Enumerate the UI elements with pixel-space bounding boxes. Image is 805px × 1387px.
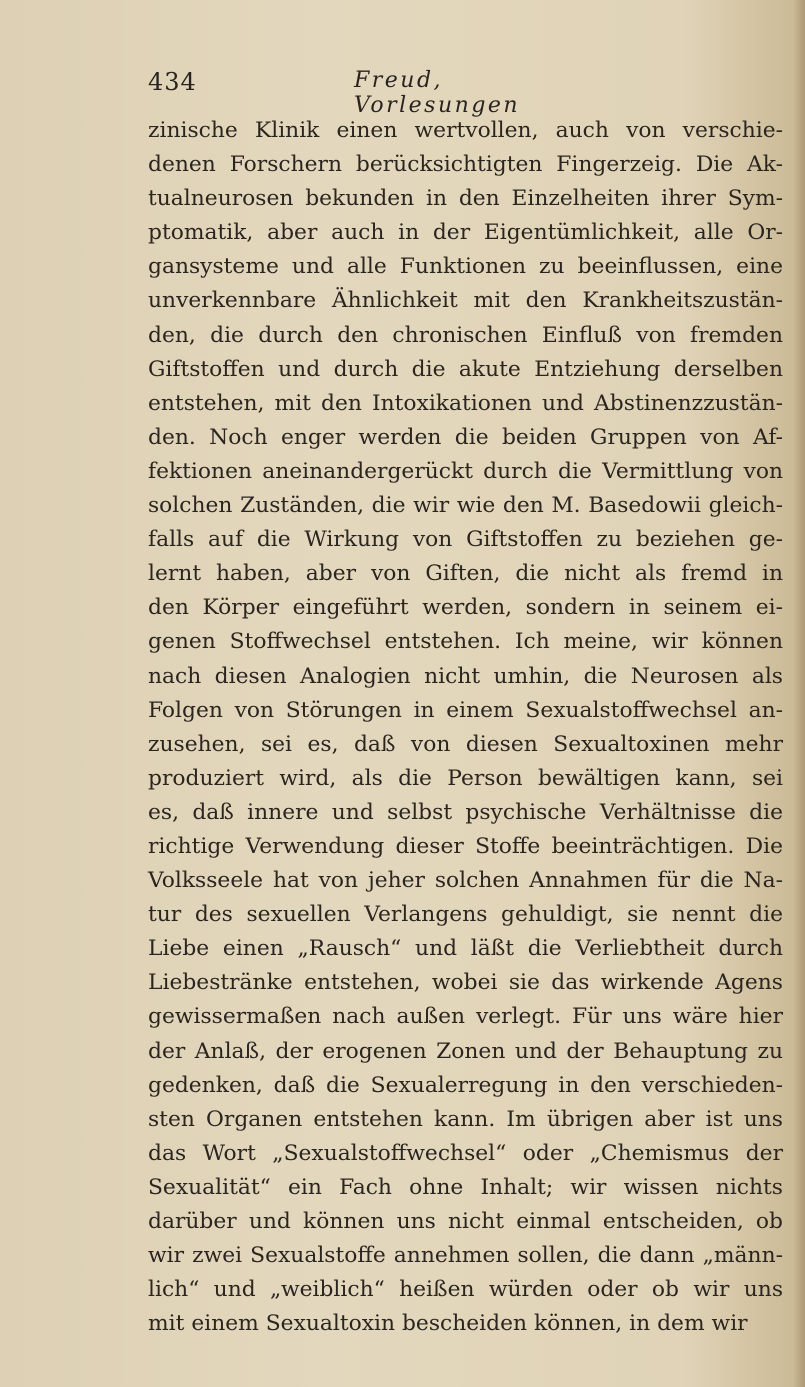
- text-line: mit einem Sexualtoxin bescheiden können, in dem wir: [148, 1311, 748, 1337]
- text-line: falls auf die Wirkung von Giftstoffen zu beziehen ge-: [148, 527, 783, 553]
- text-line: richtige Verwendung dieser Stoffe beeinträchtigen. Die: [148, 833, 783, 859]
- text-line: den, die durch den chronischen Einfluß von fremden: [148, 322, 783, 348]
- text-line: den Körper eingeführt werden, sondern in seinem ei-: [148, 595, 783, 621]
- text-line: tualneurosen bekunden in den Einzelheiten ihrer Sym-: [148, 186, 783, 212]
- text-line: Volksseele hat von jeher solchen Annahmen für die Na-: [148, 868, 783, 894]
- text-line: gewissermaßen nach außen verlegt. Für uns wäre hier: [148, 1004, 783, 1030]
- text-line: produziert wird, als die Person bewältigen kann, sei: [148, 765, 783, 791]
- text-line: gansysteme und alle Funktionen zu beeinflussen, eine: [148, 254, 783, 280]
- text-line: wir zwei Sexualstoffe annehmen sollen, die dann „männ-: [148, 1243, 783, 1269]
- text-line: entstehen, mit den Intoxikationen und Abstinenzzustän-: [148, 390, 783, 416]
- text-line: lernt haben, aber von Giften, die nicht als fremd in: [148, 561, 783, 587]
- text-line: genen Stoffwechsel entstehen. Ich meine, wir können: [148, 629, 783, 655]
- text-line: Liebe einen „Rausch“ und läßt die Verliebtheit durch: [148, 936, 783, 962]
- text-line: den. Noch enger werden die beiden Gruppen von Af-: [148, 424, 783, 450]
- text-line: nach diesen Analogien nicht umhin, die Neurosen als: [148, 663, 783, 689]
- text-line: denen Forschern berücksichtigten Fingerzeig. Die Ak-: [148, 152, 783, 178]
- text-line: es, daß innere und selbst psychische Verhältnisse die: [148, 799, 783, 825]
- text-line: Liebestränke entstehen, wobei sie das wirkende Agens: [148, 970, 783, 996]
- text-line: lich“ und „weiblich“ heißen würden oder ob wir uns: [148, 1277, 783, 1303]
- text-line: das Wort „Sexualstoffwechsel“ oder „Chemismus der: [148, 1140, 783, 1166]
- page-number: 434: [148, 68, 197, 96]
- text-line: unverkennbare Ähnlichkeit mit den Krankheitszustän-: [148, 288, 783, 314]
- text-line: fektionen aneinandergerückt durch die Vermittlung von: [148, 458, 783, 484]
- running-header: [148, 68, 608, 118]
- running-title: Freud, Vorlesungen: [354, 68, 521, 118]
- text-line: tur des sexuellen Verlangens gehuldigt, sie nennt die: [148, 902, 783, 928]
- text-line: Giftstoffen und durch die akute Entziehung derselben: [148, 356, 783, 382]
- text-line: der Anlaß, der erogenen Zonen und der Behauptung zu: [148, 1038, 783, 1064]
- text-line: ptomatik, aber auch in der Eigentümlichkeit, alle Or-: [148, 220, 783, 246]
- text-line: darüber und können uns nicht einmal entscheiden, ob: [148, 1209, 783, 1234]
- body-text: [148, 114, 783, 1341]
- text-line: Sexualität“ ein Fach ohne Inhalt; wir wissen nichts: [148, 1174, 783, 1200]
- page-edge-shadow: [793, 0, 805, 1387]
- text-line: gedenken, daß die Sexualerregung in den verschieden-: [148, 1072, 783, 1098]
- text-line: zinische Klinik einen wertvollen, auch von verschie-: [148, 118, 783, 143]
- text-line: zusehen, sei es, daß von diesen Sexualtoxinen mehr: [148, 731, 783, 757]
- text-line: Folgen von Störungen in einem Sexualstoffwechsel an-: [148, 697, 783, 723]
- text-line: solchen Zuständen, die wir wie den M. Basedowii gleich-: [148, 493, 783, 519]
- text-line: sten Organen entstehen kann. Im übrigen aber ist uns: [148, 1106, 783, 1132]
